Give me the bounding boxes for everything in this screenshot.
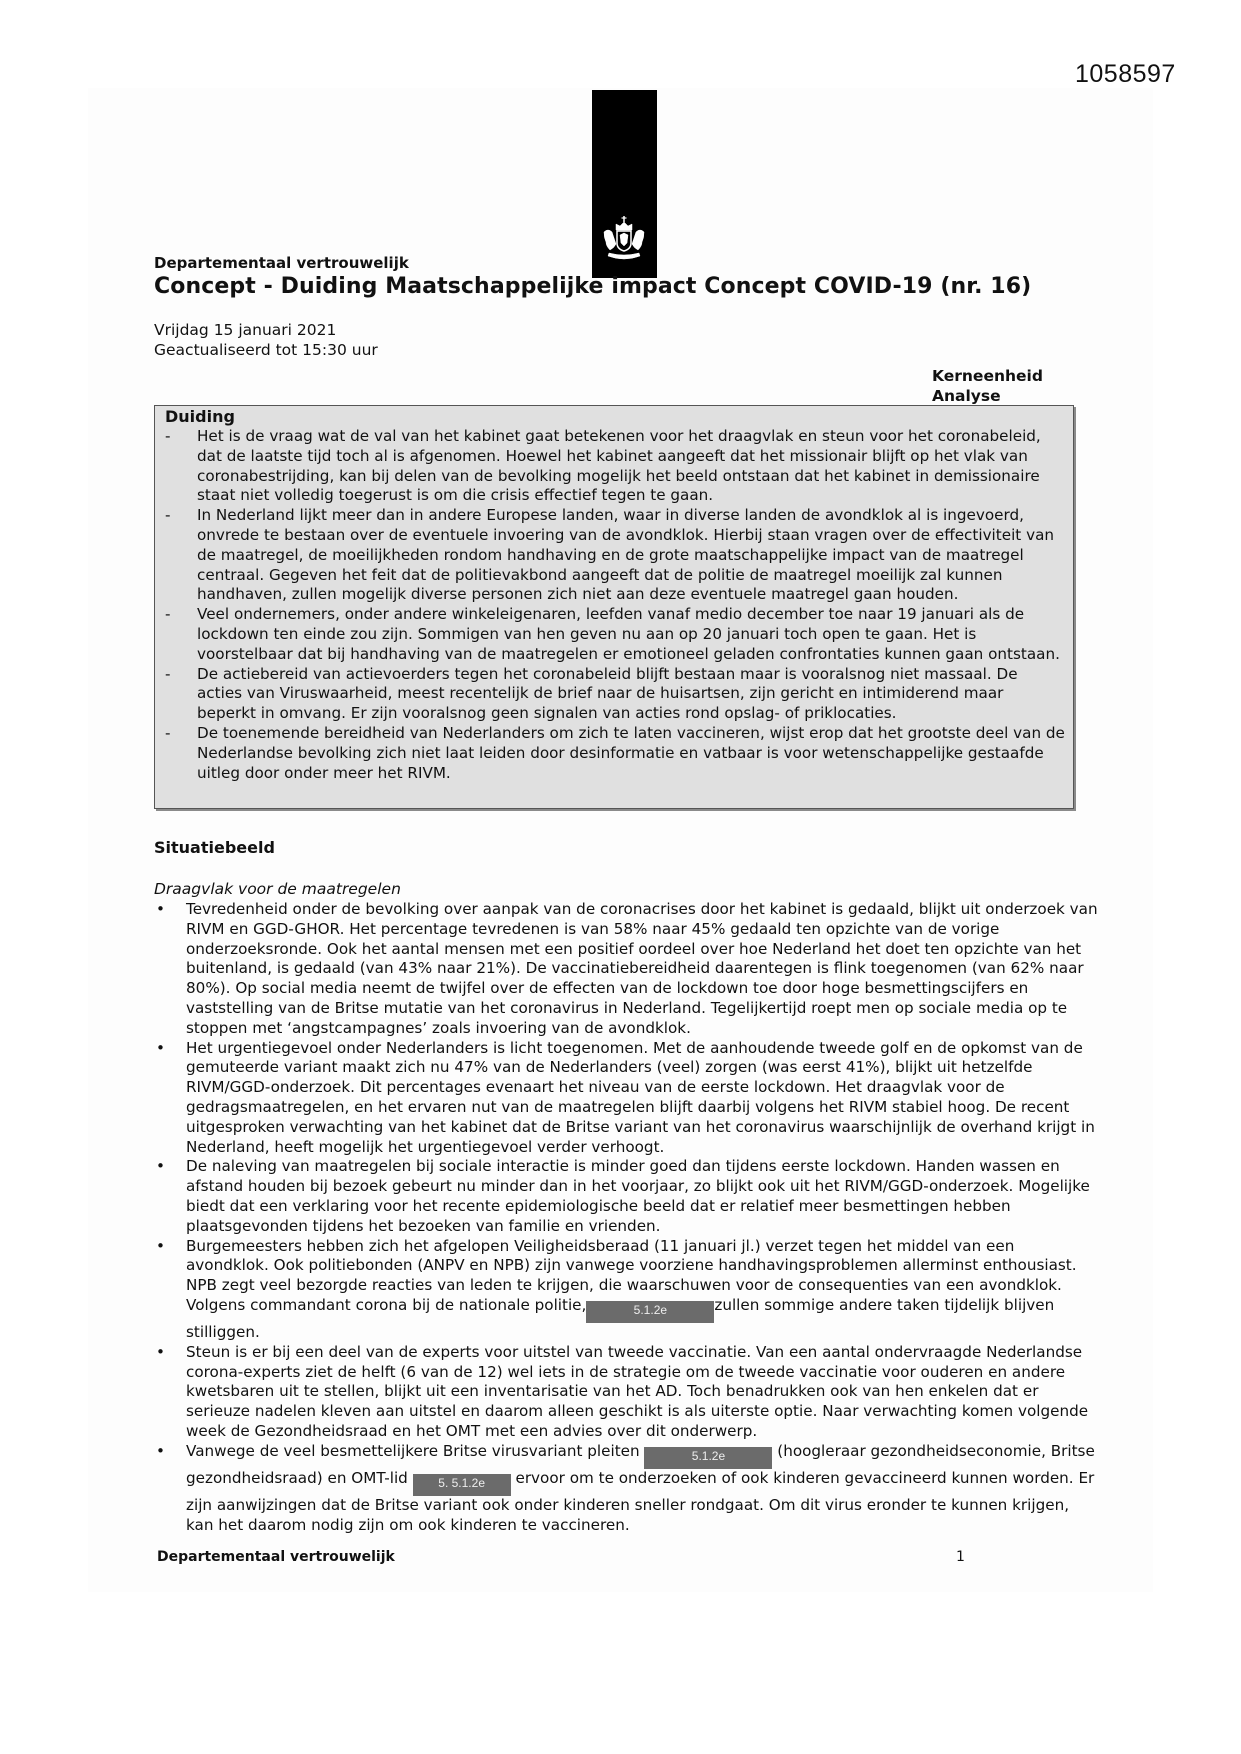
issuing-unit [932, 366, 1043, 406]
dash-marker: - [165, 605, 171, 624]
redaction-box: 5.1.2e [644, 1447, 772, 1469]
redaction-box: 5. 5.1.2e [413, 1474, 511, 1496]
draagvlak-subheading: Draagvlak voor de maatregelen [154, 880, 401, 898]
unit-line-2: Analyse [932, 387, 1001, 405]
duiding-item: - De actiebereid van actievoerders tegen het coronabeleid blijft bestaan maar is vooralsnog niet massaal. De acties van Viruswaarheid, meest recentelijk de brief naar de huisartsen, zijn gericht en intimiderend maar beperkt in omvang. Er zijn vooralsnog geen signalen van acties rond opslag- of priklocaties. [165, 664, 1018, 723]
duiding-title: Duiding [165, 407, 235, 426]
duiding-box [154, 405, 1074, 809]
duiding-item: - Het is de vraag wat de val van het kabinet gaat betekenen voor het draagvlak en steun voor het coronabeleid, dat de laatste tijd toch al is afgenomen. Hoewel het kabinet aangeeft dat het missionair blijft op het vlak van coronabestrijding, kan bij delen van de bevolking mogelijk het beeld ontstaan dat het kabinet in demissionaire staat niet volledig toegerust is om die crisis effectief tegen te gaan. [165, 427, 1041, 505]
bullet-marker: • [156, 900, 165, 918]
confidentiality-label-footer: Departementaal vertrouwelijk [157, 1549, 395, 1565]
duiding-item: - De toenemende bereidheid van Nederlanders om zich te laten vaccineren, wijst erop dat het grootste deel van de Nederlandse bevolking zich niet laat leiden door desinformatie en vatbaar is voor wetenschappelijke gestaafde uitleg door onder meer het RIVM. [165, 723, 1065, 782]
situatiebeeld-heading: Situatiebeeld [154, 838, 275, 857]
situatie-item: • Steun is er bij een deel van de experts voor uitstel van tweede vaccinatie. Van een aantal ondervraagde Nederlandse corona-experts ziet de helft (6 van de 12) wel iets in de strategie om de tweede vaccinatie voor ouderen en andere kwetsbaren uit te stellen, blijkt uit een inventarisatie van het AD. Toch benadrukken ook van hen enkelen dat er serieuze nadelen kleven aan uitstel en daarom alleen geschikt is als uiterste optie. Naar verwachting komen volgende week de Gezondheidsraad en het OMT met een advies over dit onderwerp. [156, 1342, 1089, 1440]
document-date-block [154, 320, 378, 360]
dash-marker: - [165, 427, 171, 445]
updated-time: Geactualiseerd tot 15:30 uur [154, 341, 378, 359]
situatie-item: • Tevredenheid onder de bevolking over aanpak van de coronacrises door het kabinet is gedaald, blijkt uit onderzoek van RIVM en GGD-GHOR. Het percentage tevredenen is van 58% naar 45% gedaald ten opzichte van de vorige onderzoeksronde. Ook het aantal mensen met een positief oordeel over hoe Nederland het doet ten opzichte van het buitenland, is gedaald (van 43% naar 21%). De vaccinatiebereidheid daarentegen is flink toegenomen (van 62% naar 80%). Op social media neemt de twijfel over de effecten van de lockdown toe door hoge besmettingscijfers en vaststelling van de Britse mutatie van het coronavirus in Nederland. Tegelijkertijd roept men op sociale media op te stoppen met ‘angstcampagnes’ zoals invoering van de avondklok. [156, 900, 1098, 1037]
dash-marker: - [165, 664, 171, 683]
redaction-box: 5.1.2e [586, 1301, 714, 1323]
dash-marker: - [165, 723, 171, 742]
document-date: Vrijdag 15 januari 2021 [154, 321, 337, 339]
situatie-item: • De naleving van maatregelen bij sociale interactie is minder goed dan tijdens eerste lockdown. Handen wassen en afstand houden bij bezoek gebeurt nu minder dan in het voorjaar, zo blijkt ook uit het RIVM/GGD-onderzoek. Mogelijke biedt dat een verklaring voor het recente epidemiologische beeld dat er relatief meer besmettingen hebben plaatsgevonden tijdens het bezoeken van familie en vrienden. [156, 1157, 1090, 1235]
page-number: 1 [956, 1549, 965, 1565]
coat-of-arms-icon [598, 214, 650, 264]
situatie-item: • Vanwege de veel besmettelijkere Britse virusvariant pleiten 5.1.2e (hoogleraar gezondheidseconomie, Britse gezondheidsraad) en OMT-lid 5. 5.1.2e ervoor om te onderzoeken of ook kinderen gevaccineerd kunnen worden. Er zijn aanwijzingen dat de Britse variant ook onder kinderen sneller rondgaat. Om dit virus eronder te kunnen krijgen, kan het daarom nodig zijn om ook kinderen te vaccineren. [156, 1441, 1095, 1534]
situatie-item: • Burgemeesters hebben zich het afgelopen Veiligheidsberaad (11 januari jl.) verzet tegen het middel van een avondklok. Ook politiebonden (ANPV en NPB) zijn vanwege voorziene handhavingsproblemen allerminst enthousiast. NPB zegt veel bezorgde reacties van leden te krijgen, die waarschuwen voor de consequenties van een avondklok. Volgens commandant corona bij de nationale politie, 5.1.2e zullen sommige andere taken tijdelijk blijven stilliggen. [156, 1236, 1077, 1341]
bullet-marker: • [156, 1342, 165, 1361]
document-title: Concept - Duiding Maatschappelijke impact Concept COVID-19 (nr. 16) [154, 274, 1032, 299]
duiding-list [165, 427, 1065, 783]
unit-line-1: Kerneenheid [932, 367, 1043, 385]
situatie-item: • Het urgentiegevoel onder Nederlanders is licht toegenomen. Met de aanhoudende tweede golf en de opkomst van de gemuteerde variant maakt zich nu 47% van de Nederlanders (veel) zorgen (was eerst 41%), blijkt uit hetzelfde RIVM/GGD-onderzoek. Dit percentages evenaart het niveau van de eerste lockdown. Het draagvlak voor de gedragsmaatregelen, en het ervaren nut van de maatregelen blijft daarbij volgens het RIVM stabiel hoog. De recent uitgesproken verwachting van het kabinet dat de Britse variant van het coronavirus waarschijnlijk de overhand krijgt in Nederland, heeft mogelijk het urgentiegevoel verder verhoogt. [156, 1038, 1095, 1156]
duiding-item: - Veel ondernemers, onder andere winkeleigenaren, leefden vanaf medio december toe naar 19 januari als de lockdown ten einde zou zijn. Sommigen van hen geven nu aan op 20 januari toch open te gaan. Het is voorstelbaar dat bij handhaving van de maatregelen er emotioneel geladen confrontaties kunnen gaan ontstaan. [165, 605, 1060, 663]
bullet-marker: • [156, 1441, 165, 1460]
dash-marker: - [165, 506, 171, 525]
confidentiality-label-top: Departementaal vertrouwelijk [154, 254, 409, 272]
duiding-item: - In Nederland lijkt meer dan in andere Europese landen, waar in diverse landen de avondklok al is ingevoerd, onvrede te bestaan over de eventuele invoering van de avondklok. Hierbij staan vragen over de effectiviteit van de maatregel, de moeilijkheden rondom handhaving en de grote maatschappelijke impact van de maatregel centraal. Gegeven het feit dat de politievakbond aangeeft dat de politie de maatregel moeilijk zal kunnen handhaven, zullen mogelijk diverse personen zich niet aan deze eventuele maatregel gaan houden. [165, 506, 1054, 604]
logo-bar [592, 90, 657, 278]
bullet-marker: • [156, 1236, 165, 1255]
situatiebeeld-list [154, 900, 1100, 1535]
bullet-marker: • [156, 1157, 165, 1176]
document-number: 1058597 [1075, 60, 1176, 88]
bullet-marker: • [156, 1038, 165, 1057]
